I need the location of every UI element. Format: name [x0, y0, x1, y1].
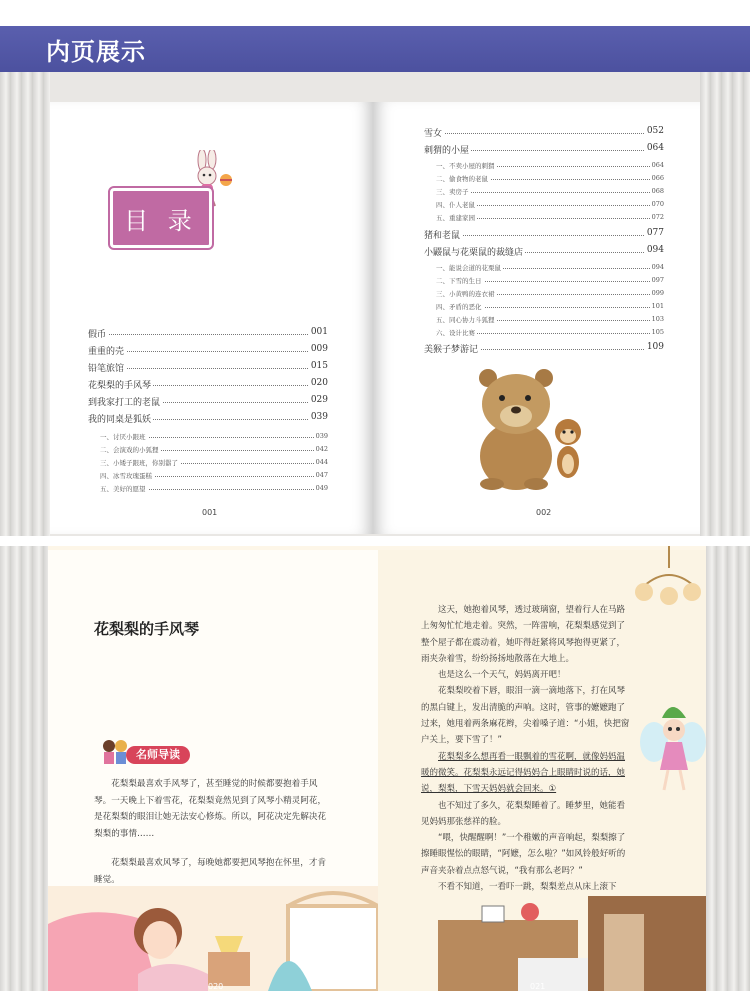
toc-subitem-page: 099	[651, 289, 664, 297]
toc-subitem-title: 四、仆人老鼠	[436, 201, 475, 209]
toc-subitem-page: 039	[315, 432, 328, 440]
chandelier-illustration	[632, 546, 706, 616]
toc-right-list	[424, 126, 664, 366]
toc-item-page: 015	[310, 361, 328, 371]
chapter-title: 花梨梨的手风琴	[94, 620, 200, 638]
toc-item-page: 039	[310, 412, 328, 422]
toc-subitem-page: 072	[651, 213, 664, 221]
guide-intro: 花梨梨最喜欢手风琴了，甚至睡觉的时候都要抱着手风琴。一天晚上下着雪花，花梨梨竟然见到了风琴小精灵阿花，是花梨梨的眼泪让她无法安心修炼。所以，阿花决定先解决花梨梨的事情……	[94, 779, 327, 839]
toc-item[interactable]	[424, 228, 664, 242]
toc-item-page: 064	[646, 143, 664, 153]
toc-subitem[interactable]	[100, 484, 328, 498]
toc-item-title: 美猴子梦游记	[424, 342, 480, 355]
toc-subitem-page: 044	[315, 458, 328, 466]
toc-item-page: 077	[646, 228, 664, 238]
toc-subitem-title: 四、冰雪玫瑰蛋糕	[100, 472, 152, 480]
toc-left-list	[88, 327, 328, 502]
toc-subitem-title: 四、矛盾的恶化	[436, 303, 482, 311]
toc-spread	[0, 72, 750, 536]
toc-item-title: 假币	[88, 327, 108, 340]
toc-subitem[interactable]	[100, 445, 328, 459]
toc-subitem-title: 一、能说会道的花栗鼠	[436, 264, 501, 272]
toc-item[interactable]	[88, 344, 328, 358]
toc-subitem-title: 二、下雪的生日	[436, 277, 482, 285]
toc-item[interactable]	[88, 412, 328, 426]
toc-item-title: 花梨梨的手风琴	[88, 378, 153, 391]
guide-badge: 名师导读	[126, 746, 190, 764]
curtain-left	[0, 546, 48, 991]
toc-item-title: 刺猬的小屋	[424, 143, 471, 156]
toc-item-page: 029	[310, 395, 328, 405]
toc-item-page: 109	[646, 342, 664, 352]
toc-subitem-title: 二、偷食物的老鼠	[436, 175, 488, 183]
toc-item[interactable]	[424, 143, 664, 157]
story-paragraph: 花梨梨最喜欢风琴了，每晚她都要把风琴抱在怀里，才肯睡觉。	[94, 858, 327, 885]
toc-subitem-page: 047	[315, 471, 328, 479]
toc-subitem-title: 一、讨厌小跟班	[100, 433, 146, 441]
page-number: 001	[202, 508, 218, 517]
toc-item-page: 094	[646, 245, 664, 255]
toc-subitem[interactable]	[436, 161, 664, 175]
toc-subitem-page: 042	[315, 445, 328, 453]
toc-subitem-page: 097	[651, 276, 664, 284]
toc-subitem-page: 066	[651, 174, 664, 182]
story-spread	[0, 546, 750, 991]
toc-subitem-title: 三、卖房子	[436, 188, 469, 196]
section-gap	[0, 536, 750, 546]
page-number: 002	[536, 508, 552, 517]
toc-subitem[interactable]	[100, 432, 328, 446]
toc-item-page: 020	[310, 378, 328, 388]
story-paragraph-underlined: 花梨梨多么想再看一眼飘着的雪花啊，就像妈妈温暖的微笑。花梨梨永远记得妈妈合上眼睛时说的话，她说，梨梨，下雪天妈妈就会回来。①	[421, 751, 626, 795]
page-number: 021	[530, 982, 546, 991]
curtain-left	[0, 72, 50, 536]
toc-subitem[interactable]	[100, 471, 328, 485]
toc-subitem-title: 三、小矮子跟班，你别嚣了	[100, 459, 178, 467]
toc-item-title: 雪女	[424, 126, 444, 139]
toc-item-title: 铅笔旅馆	[88, 361, 126, 374]
toc-subitem-page: 070	[651, 200, 664, 208]
toc-subitem[interactable]	[436, 302, 664, 316]
toc-title: 目 录	[124, 207, 198, 235]
girl-bed-illustration	[48, 886, 378, 991]
toc-item[interactable]	[88, 395, 328, 409]
toc-subitem[interactable]	[436, 276, 664, 290]
story-right-text	[421, 602, 633, 895]
toc-item[interactable]	[424, 245, 664, 259]
toc-item-title: 我的同桌是狐妖	[88, 412, 153, 425]
toc-item-page: 001	[310, 327, 328, 337]
toc-subitem-title: 五、美好的愿望	[100, 485, 146, 493]
banner-title: 内页展示	[46, 38, 146, 66]
toc-item-title: 小鼹鼠与花栗鼠的裁缝店	[424, 245, 525, 258]
toc-subitem[interactable]	[436, 315, 664, 329]
bear-monkey-illustration	[470, 368, 590, 492]
story-paragraph: 花梨梨咬着下唇，眼泪一滴一滴地落下，打在风琴的黑白键上，发出清脆的声响。这时，管事的嬷嬷跑了过来，她甩着两条麻花辫，尖着嗓子道：“小姐，快把窗户关上，要下雪了！”	[421, 686, 630, 746]
toc-item-page: 009	[310, 344, 328, 354]
toc-subitem-page: 101	[651, 302, 664, 310]
toc-subitem-title: 五、重建家园	[436, 214, 475, 222]
story-paragraph: 这天，她抱着风琴，透过玻璃窗，望着行人在马路上匆匆忙忙地走着。突然，一阵雷响，花梨梨感觉到了整个屋子都在震动着，她吓得赶紧将风琴抱得更紧了，雨夹杂着雪，纷纷扬扬地散落在大地上。	[421, 605, 626, 664]
toc-subitem-page: 094	[651, 263, 664, 271]
toc-item-title: 重重的壳	[88, 344, 126, 357]
toc-title-box	[110, 188, 212, 248]
toc-item[interactable]	[424, 342, 664, 356]
story-paragraph: “喂，快醒醒啊！”一个稚嫩的声音响起，梨梨擦了擦睡眼惺忪的眼睛，“阿嬷，怎么啦？”如风铃般好听的声音夹杂着点点怒气说，“我有那么老吗？”	[421, 833, 626, 876]
curtain-right	[700, 72, 750, 536]
toc-item[interactable]	[424, 126, 664, 140]
toc-subitem[interactable]	[436, 289, 664, 303]
toc-subitem[interactable]	[436, 200, 664, 214]
toc-subitem-page: 105	[651, 328, 664, 336]
toc-subitem-title: 六、设计比赛	[436, 329, 475, 337]
header-banner	[0, 26, 750, 72]
toc-item-page: 052	[646, 126, 664, 136]
page-number: 020	[208, 982, 224, 991]
piano-illustration	[378, 896, 706, 991]
toc-item[interactable]	[88, 361, 328, 375]
toc-item[interactable]	[88, 378, 328, 392]
story-paragraph: 不看不知道，一看吓一跳，梨梨差点从床上滚下	[438, 882, 617, 893]
curtain-right	[706, 546, 750, 991]
story-paragraph: 也是这么一个天气，妈妈离开吧！	[438, 670, 566, 681]
toc-subitem[interactable]	[436, 213, 664, 227]
toc-subitem[interactable]	[436, 263, 664, 277]
toc-subitem-page: 068	[651, 187, 664, 195]
toc-subitem-page: 049	[315, 484, 328, 492]
toc-subitem[interactable]	[100, 458, 328, 472]
toc-subitem-title: 二、会演戏的小狐狸	[100, 446, 159, 454]
story-paragraph: 也不知过了多久，花梨梨睡着了。睡梦里，她能看见妈妈那张慈祥的脸。	[421, 800, 626, 827]
toc-subitem-title: 一、不卖小屋的刺猬	[436, 162, 495, 170]
toc-item-title: 到我家打工的老鼠	[88, 395, 162, 408]
toc-subitem[interactable]	[436, 328, 664, 342]
toc-item-title: 猪和老鼠	[424, 228, 462, 241]
toc-subitem-page: 064	[651, 161, 664, 169]
toc-subitem[interactable]	[436, 187, 664, 201]
toc-subitem[interactable]	[436, 174, 664, 188]
fairy-illustration	[640, 696, 706, 800]
toc-subitem-page: 103	[651, 315, 664, 323]
toc-subitem-title: 五、同心协力斗狐狸	[436, 316, 495, 324]
toc-item[interactable]	[88, 327, 328, 341]
toc-subitem-title: 三、小黄鸭的连衣裙	[436, 290, 495, 298]
